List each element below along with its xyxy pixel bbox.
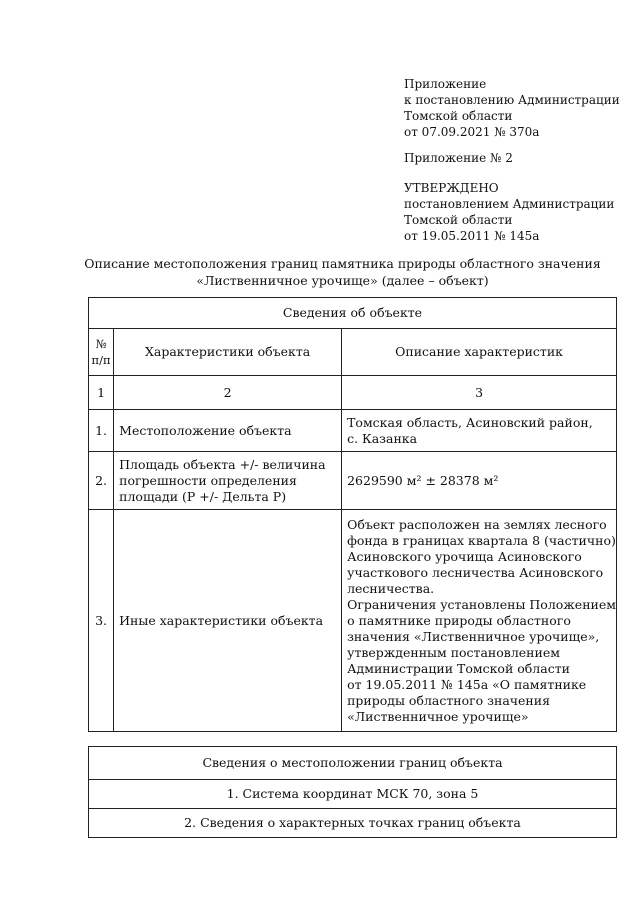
approved-title: УТВЕРЖДЕНО — [404, 181, 499, 195]
table-row — [89, 452, 617, 510]
approved-line: Томской области — [404, 213, 513, 227]
col-number: 3 — [342, 376, 617, 410]
row-name: Местоположение объекта — [114, 410, 342, 452]
appendix-line: к постановлению Администрации — [404, 93, 620, 107]
row-desc-line: утвержденным постановлением — [347, 644, 560, 660]
row-desc-line: лесничества. — [347, 580, 435, 596]
approved-block — [404, 180, 614, 244]
object-section-title: Сведения об объекте — [89, 298, 617, 329]
row-desc-line: о памятнике природы областного — [347, 612, 571, 628]
col-number: 2 — [114, 376, 342, 410]
boundary-points-row: 2. Сведения о характерных точках границ объекта — [89, 809, 617, 838]
table-row — [89, 809, 617, 838]
row-desc-line: участкового лесничества Асиновского — [347, 564, 604, 580]
row-number: 3. — [89, 510, 114, 732]
document-title-line2: «Лиственничное урочище» (далее – объект) — [196, 273, 489, 288]
row-desc-line: «Лиственничное урочище» — [347, 708, 529, 724]
document-title-line1: Описание местоположения границ памятника природы областного значения — [84, 256, 601, 271]
row-desc — [342, 452, 617, 510]
row-desc-line: Ограничения установлены Положением — [347, 596, 616, 612]
col-desc-header: Описание характеристик — [342, 329, 617, 376]
appendix-line: Томской области — [404, 109, 513, 123]
table-row — [89, 298, 617, 329]
table-row — [89, 410, 617, 452]
appendix-block — [404, 76, 620, 140]
appendix-number — [404, 150, 513, 166]
row-number: 2. — [89, 452, 114, 510]
appendix-number-text: Приложение № 2 — [404, 151, 513, 165]
table-row — [89, 747, 617, 780]
approved-line: от 19.05.2011 № 145а — [404, 229, 540, 243]
row-desc-line: Администрации Томской области — [347, 660, 570, 676]
row-desc-line: Объект расположен на землях лесного — [347, 516, 607, 532]
object-table — [88, 297, 617, 732]
coordinate-system-row: 1. Система координат МСК 70, зона 5 — [89, 780, 617, 809]
table-row — [89, 780, 617, 809]
table-row — [89, 510, 617, 732]
row-desc-line: с. Казанка — [347, 430, 418, 446]
col-num-header: № п/п — [89, 329, 114, 376]
row-desc-line: фонда в границах квартала 8 (частично) — [347, 532, 616, 548]
table-row — [89, 376, 617, 410]
row-desc — [342, 410, 617, 452]
approved-line: постановлением Администрации — [404, 197, 615, 211]
appendix-line: Приложение — [404, 77, 487, 91]
row-desc-line: значения «Лиственничное урочище», — [347, 628, 600, 644]
row-number: 1. — [89, 410, 114, 452]
row-name: Иные характеристики объекта — [114, 510, 342, 732]
col-number: 1 — [89, 376, 114, 410]
row-desc — [342, 510, 617, 732]
appendix-line: от 07.09.2021 № 370а — [404, 125, 540, 139]
row-desc-line: Томская область, Асиновский район, — [347, 414, 593, 430]
row-desc-line: 2629590 м² ± 28378 м² — [347, 472, 499, 488]
col-char-header: Характеристики объекта — [114, 329, 342, 376]
location-table — [88, 746, 617, 838]
row-desc-line: Асиновского урочища Асиновского — [347, 548, 582, 564]
location-section-title: Сведения о местоположении границ объекта — [89, 747, 617, 780]
table-row — [89, 329, 617, 376]
row-desc-line: от 19.05.2011 № 145а «О памятнике — [347, 676, 587, 692]
row-desc-line: природы областного значения — [347, 692, 550, 708]
row-name: Площадь объекта +/- величина погрешности определения площади (Р +/- Дельта Р) — [114, 452, 342, 510]
document-title — [0, 255, 640, 289]
